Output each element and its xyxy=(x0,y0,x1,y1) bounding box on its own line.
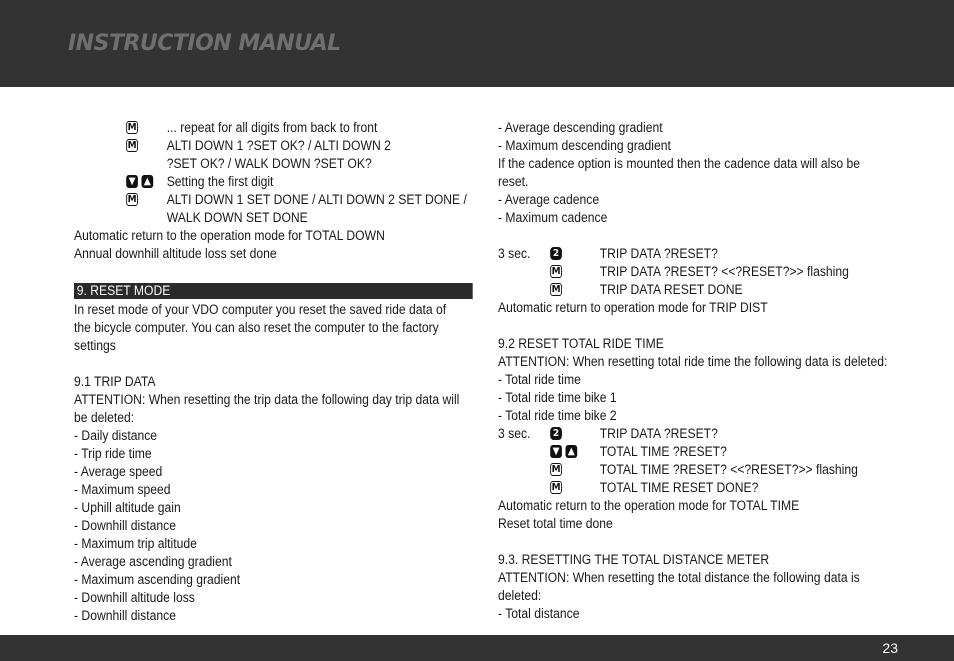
return-text: Automatic return to the operation mode for TOTAL DOWN xyxy=(74,228,385,243)
step-label: 3 sec. xyxy=(498,426,531,441)
m-button-icon: M xyxy=(127,194,137,205)
m-button-icon: M xyxy=(551,464,561,475)
footer-bar xyxy=(0,635,954,661)
list-item: - Maximum cadence xyxy=(498,210,608,225)
step-text: Setting the first digit xyxy=(166,174,274,189)
button-2-icon: 2 xyxy=(550,247,565,265)
attention-line: ATTENTION: When resetting total ride time the following data is deleted: xyxy=(498,354,888,369)
return-text: Automatic return to the operation mode for TOTAL TIME xyxy=(498,498,800,513)
m-button-icon: M xyxy=(551,284,561,295)
step-row xyxy=(498,245,903,263)
subsection-title: 9.1 TRIP DATA xyxy=(74,374,156,389)
list-item: - Total distance xyxy=(498,606,580,621)
list-item: - Downhill distance xyxy=(74,608,176,623)
step-row xyxy=(74,173,471,191)
step-text: ?SET OK? / WALK DOWN ?SET OK? xyxy=(166,156,372,171)
down-up-buttons-icon: ▼ ▲ xyxy=(550,445,581,463)
step-text: ... repeat for all digits from back to front xyxy=(166,120,378,135)
step-text: TRIP DATA ?RESET? <<?RESET?>> flashing xyxy=(599,264,849,279)
step-text: TOTAL TIME ?RESET? xyxy=(599,444,727,459)
list-item: - Downhill distance xyxy=(74,518,176,533)
header-bar xyxy=(0,0,954,87)
list-item: - Daily distance xyxy=(74,428,158,443)
intro-line: In reset mode of your VDO computer you reset the saved ride data of xyxy=(74,302,447,317)
attention-line: ATTENTION: When resetting the trip data the following day trip data will xyxy=(74,392,460,407)
cadence-line: If the cadence option is mounted then the cadence data will also be xyxy=(498,156,861,171)
list-item: - Downhill altitude loss xyxy=(74,590,195,605)
step-text: ALTI DOWN 1 ?SET OK? / ALTI DOWN 2 xyxy=(166,138,391,153)
list-item: - Average cadence xyxy=(498,192,600,207)
list-item: - Maximum ascending gradient xyxy=(74,572,241,587)
left-column xyxy=(74,119,471,625)
step-row xyxy=(498,281,903,299)
step-row xyxy=(498,443,903,461)
list-item: - Uphill altitude gain xyxy=(74,500,181,515)
list-item: - Total ride time bike 1 xyxy=(498,390,617,405)
intro-line: the bicycle computer. You can also reset the computer to the factory xyxy=(74,320,439,335)
return-text: Automatic return to operation mode for TRIP DIST xyxy=(498,300,768,315)
cadence-line: reset. xyxy=(498,174,529,189)
step-text: ALTI DOWN 1 SET DONE / ALTI DOWN 2 SET DONE / xyxy=(166,192,467,207)
done-text: Reset total time done xyxy=(498,516,613,531)
step-text: TRIP DATA ?RESET? xyxy=(599,246,718,261)
right-column xyxy=(498,119,903,623)
attention-line: deleted: xyxy=(498,588,542,603)
step-text: TOTAL TIME RESET DONE? xyxy=(599,480,759,495)
subsection-title: 9.2 RESET TOTAL RIDE TIME xyxy=(498,336,664,351)
subsection-title: 9.3. RESETTING THE TOTAL DISTANCE METER xyxy=(498,552,770,567)
step-row xyxy=(74,155,471,173)
list-item: - Maximum descending gradient xyxy=(498,138,671,153)
section-heading: 9. RESET MODE xyxy=(74,283,473,299)
list-item: - Average ascending gradient xyxy=(74,554,232,569)
m-button-icon: M xyxy=(127,122,137,133)
list-item: - Total ride time xyxy=(498,372,581,387)
page-number: 23 xyxy=(882,640,898,656)
step-row xyxy=(74,191,471,209)
step-row xyxy=(498,461,903,479)
annual-text: Annual downhill altitude loss set done xyxy=(74,246,277,261)
m-button-icon: M xyxy=(551,266,561,277)
m-button-icon: M xyxy=(127,140,137,151)
step-row xyxy=(498,425,903,443)
step-label: 3 sec. xyxy=(498,246,531,261)
attention-line: be deleted: xyxy=(74,410,135,425)
list-item: - Average speed xyxy=(74,464,163,479)
step-text: WALK DOWN SET DONE xyxy=(166,210,308,225)
button-2-icon: 2 xyxy=(550,427,565,445)
step-row xyxy=(498,479,903,497)
list-item: - Trip ride time xyxy=(74,446,152,461)
intro-line: settings xyxy=(74,338,116,353)
step-text: TRIP DATA RESET DONE xyxy=(599,282,743,297)
step-row xyxy=(74,119,471,137)
step-row xyxy=(74,209,471,227)
manual-title: INSTRUCTION MANUAL xyxy=(68,31,341,56)
step-text: TOTAL TIME ?RESET? <<?RESET?>> flashing xyxy=(599,462,858,477)
step-text: TRIP DATA ?RESET? xyxy=(599,426,718,441)
attention-line: ATTENTION: When resetting the total distance the following data is xyxy=(498,570,860,585)
list-item: - Maximum speed xyxy=(74,482,171,497)
down-up-buttons-icon: ▼ ▲ xyxy=(126,175,157,193)
step-row xyxy=(498,263,903,281)
list-item: - Maximum trip altitude xyxy=(74,536,197,551)
m-button-icon: M xyxy=(551,482,561,493)
step-row xyxy=(74,137,471,155)
list-item: - Total ride time bike 2 xyxy=(498,408,617,423)
list-item: - Average descending gradient xyxy=(498,120,663,135)
